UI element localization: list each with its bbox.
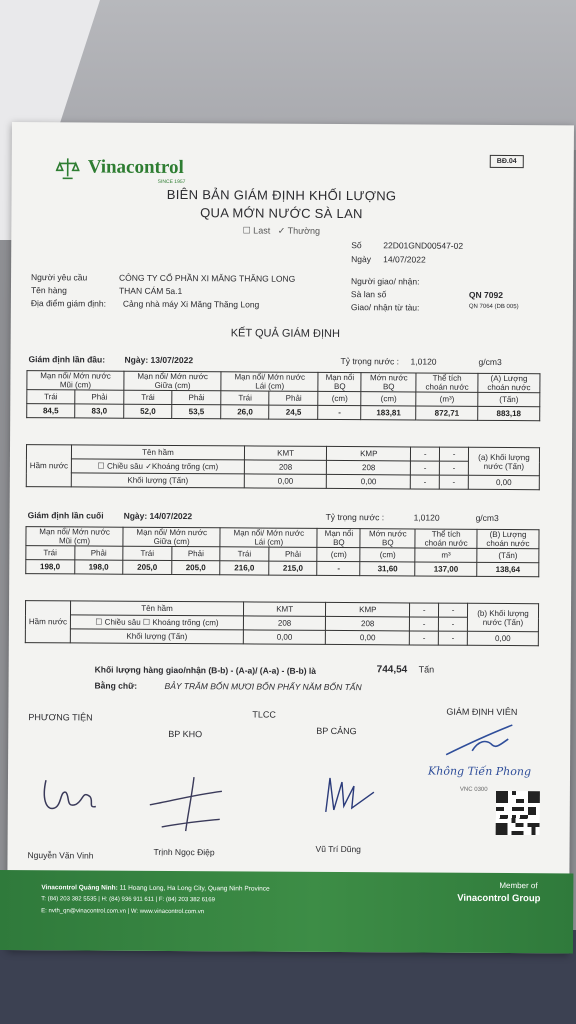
last-kmp: KMP [326, 602, 410, 617]
last-head-stern: Mạn nổi/ Mớn nước Lái (cm) [220, 528, 317, 548]
first-value: 183,81 [361, 406, 416, 420]
first-value: 84,5 [27, 404, 75, 418]
first-sub: Phải [172, 390, 221, 404]
last-value: 205,0 [123, 560, 172, 574]
last-sub: Trái [123, 546, 172, 560]
signer-warehouse: BP KHO [168, 728, 203, 740]
document-page [7, 122, 574, 953]
signature-surveyor-icon [442, 721, 522, 761]
first-sub: (m³) [416, 392, 478, 406]
first-sub: (cm) [318, 391, 361, 405]
empty-checkbox-icon: ☐ [242, 225, 251, 236]
first-value: 24,5 [269, 405, 318, 419]
signer-port: BP CẢNG [316, 725, 357, 737]
first-tank-v1: 208 [244, 460, 326, 475]
first-head-stern: Mạn nổi/ Mớn nước Lái (cm) [221, 372, 318, 392]
last-dash: - [410, 631, 439, 645]
requester-value: CÔNG TY CỔ PHẦN XI MĂNG THĂNG LONG [119, 272, 296, 284]
option-last: Last [253, 225, 271, 236]
last-tank-table [25, 600, 539, 646]
last-tank-k1: 0,00 [243, 630, 325, 645]
signer-tlcc: TLCC [252, 709, 276, 720]
footer-phones: T: (84) 203 382 5535 | H: (84) 936 911 611 | F: (84) 203 382 6169 [41, 896, 215, 904]
last-tank-v2: 208 [326, 616, 410, 631]
last-sub: Phải [172, 546, 221, 560]
first-kmp: KMP [327, 446, 411, 461]
document-title-line2: QUA MỚN NƯỚC SÀ LAN [200, 205, 363, 222]
last-tank-label: Hầm nước [25, 601, 70, 643]
deliver-label: Người giao/ nhận: [351, 276, 420, 287]
doc-date-label: Ngày [351, 254, 372, 265]
name-vinh: Nguyễn Văn Vinh [27, 850, 94, 861]
last-head-freeboard: Mạn nổi BQ [317, 528, 360, 547]
first-tank-label: Hầm nước [26, 445, 71, 487]
first-dash: - [440, 447, 469, 461]
footer-email: E: nvth_qn@vinacontrol.com.vn | W: www.vinacontrol.com.vn [41, 908, 205, 916]
signer-surveyor: GIÁM ĐỊNH VIÊN [446, 706, 518, 718]
last-value: 205,0 [171, 560, 220, 574]
first-density-label: Tỷ trọng nước : [340, 356, 400, 367]
last-tank-options: ☐ Chiều sâu ☐ Khoáng trống (cm) [70, 615, 243, 630]
logo-wordmark: Vinacontrol [87, 156, 184, 179]
barge-label: Sà lan số [350, 289, 387, 300]
first-water-weight: 0,00 [468, 475, 539, 489]
last-density-unit: g/cm3 [475, 512, 499, 523]
doc-number: 22D01GND00547-02 [383, 240, 464, 251]
check-mark-icon: ✓ [277, 225, 286, 236]
last-sub: (Tấn) [477, 548, 539, 562]
doc-number-label: Số [351, 240, 362, 251]
last-head-volume: Thể tích choán nước [415, 529, 477, 548]
doc-date: 14/07/2022 [383, 254, 426, 265]
goods-value: THAN CÁM 5a.1 [118, 285, 183, 297]
signature-dung-icon [320, 772, 380, 822]
first-sub: (cm) [361, 392, 416, 406]
document-title-line1: BIÊN BẢN GIÁM ĐỊNH KHỐI LƯỢNG [166, 186, 397, 204]
last-sub: Trái [26, 546, 75, 560]
first-sub: Phải [75, 390, 124, 404]
form-code: BĐ.04 [490, 155, 524, 168]
first-value: 83,0 [75, 404, 124, 418]
signature-vinh-icon [36, 770, 106, 820]
last-survey-label: Giám định lần cuối [27, 510, 104, 521]
first-kmt: KMT [244, 446, 326, 461]
first-tank-table [26, 444, 540, 490]
last-tank-k2: 0,00 [326, 630, 410, 645]
first-value: 883,18 [478, 406, 540, 420]
last-water-weight: 0,00 [467, 631, 538, 645]
last-value: 31,60 [360, 562, 415, 576]
last-head-displacement: (B) Lượng choán nước [477, 529, 539, 548]
first-head-draft: Mớn nước BQ [361, 373, 416, 392]
first-dash: - [411, 475, 440, 489]
first-value: 872,71 [416, 406, 478, 420]
last-density-label: Tỷ trọng nước : [325, 511, 385, 523]
last-head-draft: Mớn nước BQ [360, 529, 415, 548]
last-value: 137,00 [415, 562, 477, 576]
last-tank-name: Tên hầm [70, 601, 243, 616]
first-tank-name: Tên hầm [71, 445, 244, 460]
last-sub: m³ [415, 548, 477, 562]
last-draft-table [25, 526, 539, 577]
first-survey-date: Ngày: 13/07/2022 [124, 354, 194, 366]
words-value: BẢY TRĂM BỐN MƯƠI BỐN PHẨY NĂM BỐN TẤN [164, 680, 362, 693]
first-sub: Phải [269, 391, 318, 405]
name-dung: Vũ Trí Dũng [315, 843, 361, 855]
last-dash: - [438, 631, 467, 645]
company-footer [0, 870, 573, 954]
last-dash: - [439, 603, 468, 617]
last-value: 216,0 [220, 561, 269, 575]
footer-group: Vinacontrol Group [457, 892, 541, 905]
first-tank-weight-label: Khối lượng (Tấn) [71, 473, 244, 488]
footer-address: 11 Hoang Long, Ha Long City, Quang Ninh Province [119, 884, 270, 893]
summary-value: 744,54 [376, 664, 408, 676]
qr-code-icon [496, 791, 540, 835]
first-head-bow: Mạn nổi/ Mớn nước Mũi (cm) [27, 371, 124, 391]
last-tank-v1: 208 [243, 616, 325, 631]
footer-company: Vinacontrol Quảng Ninh: [41, 884, 118, 892]
footer-member-of: Member of [499, 880, 538, 891]
ship-label: Giao/ nhận từ tàu: [350, 302, 420, 313]
last-value: 215,0 [269, 561, 318, 575]
logo-since: SINCE 1957 [157, 178, 186, 186]
result-title: KẾT QUẢ GIÁM ĐỊNH [230, 327, 340, 341]
last-sub: Phải [74, 546, 123, 560]
place-value: Cảng nhà máy Xi Măng Thăng Long [122, 298, 260, 310]
surveyor-stamp-name: Không Tiến Phong [428, 764, 532, 779]
requester-label: Người yêu cầu [31, 272, 88, 283]
first-head-mid: Mạn nổi/ Mớn nước Giữa (cm) [124, 371, 221, 391]
report-type-options [11, 224, 551, 238]
last-head-bow: Mạn nổi/ Mớn nước Mũi (cm) [26, 527, 123, 547]
surveyor-stamp-code: VNC 0300 [459, 786, 488, 793]
ship-value: QN 7064 (DB 005) [468, 303, 519, 311]
first-head-freeboard: Mạn nổi BQ [318, 372, 361, 391]
last-value: - [317, 561, 360, 575]
last-dash: - [410, 617, 439, 631]
last-water-weight-label: (b) Khối lượng nước (Tấn) [467, 603, 538, 631]
last-value: 138,64 [477, 562, 539, 576]
first-sub: Trái [27, 390, 75, 404]
first-dash: - [439, 461, 468, 475]
last-dash: - [410, 603, 439, 617]
first-tank-k1: 0,00 [244, 474, 326, 489]
last-density: 1,0120 [413, 512, 440, 523]
first-dash: - [439, 475, 468, 489]
last-head-mid: Mạn nổi/ Mớn nước Giữa (cm) [123, 527, 220, 547]
first-value: 26,0 [221, 405, 269, 419]
signature-diep-icon [142, 775, 232, 836]
last-sub: Trái [220, 547, 269, 561]
summary-label: Khối lượng hàng giao/nhận (B-b) - (A-a)/ (A-a) - (B-b) là [94, 664, 317, 676]
first-tank-v2: 208 [327, 460, 411, 475]
first-value: 53,5 [172, 404, 221, 418]
first-sub: Trái [221, 391, 269, 405]
first-head-displacement: (A) Lượng choán nước [478, 373, 540, 392]
first-head-volume: Thể tích choán nước [416, 373, 478, 392]
words-label: Bằng chữ: [94, 680, 138, 691]
scale-logo-icon [56, 156, 80, 180]
last-tank-weight-label: Khối lượng (Tấn) [70, 629, 243, 644]
last-dash: - [439, 617, 468, 631]
goods-label: Tên hàng [30, 285, 67, 296]
first-value: - [318, 405, 361, 419]
last-sub: Phải [269, 547, 318, 561]
first-density: 1,0120 [410, 356, 437, 367]
name-diep: Trịnh Ngọc Điệp [153, 846, 215, 858]
first-tank-k2: 0,00 [327, 474, 411, 489]
first-dash: - [411, 461, 440, 475]
last-value: 198,0 [26, 560, 75, 574]
last-sub: (cm) [360, 548, 415, 562]
last-survey-date: Ngày: 14/07/2022 [123, 510, 193, 522]
first-tank-options: ☐ Chiều sâu ✓Khoáng trống (cm) [71, 459, 244, 474]
first-value: 52,0 [124, 404, 172, 418]
first-density-unit: g/cm3 [478, 356, 502, 367]
first-water-weight-label: (a) Khối lượng nước (Tấn) [468, 447, 539, 475]
signer-vessel: PHƯƠNG TIỆN [28, 712, 93, 723]
first-draft-table [26, 370, 540, 421]
first-sub: (Tấn) [478, 392, 540, 406]
first-survey-label: Giám định lần đầu: [28, 354, 106, 365]
last-value: 198,0 [74, 560, 123, 574]
barge-value: QN 7092 [468, 289, 504, 301]
last-kmt: KMT [243, 602, 325, 617]
footer-address-line [41, 884, 269, 892]
summary-unit: Tấn [418, 664, 435, 675]
first-dash: - [411, 447, 440, 461]
place-label: Địa điểm giám định: [30, 298, 107, 309]
first-sub: Trái [124, 390, 172, 404]
option-normal: Thường [287, 225, 321, 236]
last-sub: (cm) [317, 547, 360, 561]
